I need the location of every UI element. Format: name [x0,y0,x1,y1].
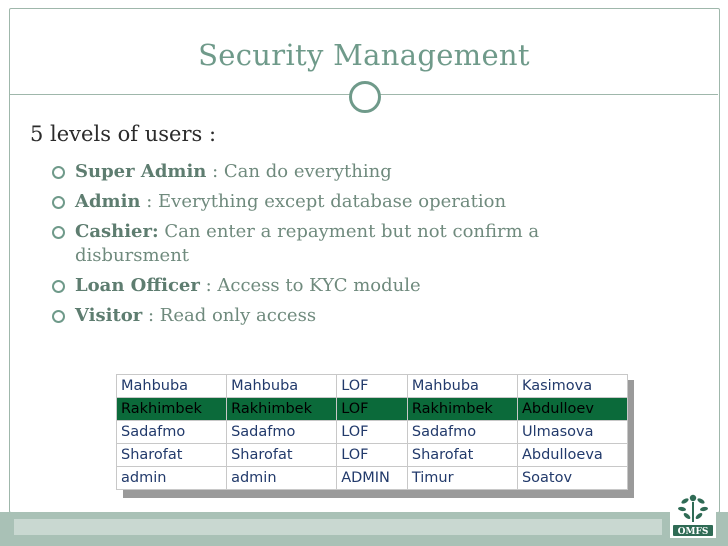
table-row[interactable] [117,375,628,398]
list-item [50,160,610,184]
table-cell: Sadafmo [407,421,517,444]
table-cell: Mahbuba [227,375,337,398]
table-cell: LOF [337,421,408,444]
table-cell: admin [117,467,227,490]
role-description: : Access to KYC module [199,275,421,296]
role-description: : Everything except database operation [140,191,507,212]
role-name: Admin [75,191,141,212]
role-description: Can enter a repayment but not confirm a disbursment [75,221,540,266]
levels-heading: 5 levels of users : [30,122,217,146]
table-cell: Mahbuba [407,375,517,398]
table-cell: Abdulloeva [517,444,627,467]
list-item [50,220,610,268]
table-cell: Sharofat [407,444,517,467]
table-row[interactable] [117,467,628,490]
table-cell: Sadafmo [117,421,227,444]
table-cell: Sharofat [117,444,227,467]
circle-bullet-icon [52,196,65,209]
circle-bullet-icon [52,166,65,179]
role-name: Loan Officer [75,275,200,296]
table-row[interactable] [117,421,628,444]
list-item [50,304,610,328]
role-name: Super Admin [75,161,207,182]
role-description: : Can do everything [206,161,392,182]
table-cell: Rakhimbek [407,398,517,421]
table-cell: Kasimova [517,375,627,398]
logo-text: OMFS [677,527,709,537]
circle-bullet-icon [52,310,65,323]
table-cell: admin [227,467,337,490]
table-cell: LOF [337,375,408,398]
table-cell: Sadafmo [227,421,337,444]
footer-inner-band [14,519,662,535]
circle-bullet-icon [52,280,65,293]
omfs-logo [670,488,716,538]
table-cell: Abdulloev [517,398,627,421]
circle-bullet-icon [52,226,65,239]
table-cell: LOF [337,398,408,421]
table-cell: Soatov [517,467,627,490]
table-cell: ADMIN [337,467,408,490]
table-row[interactable] [117,444,628,467]
table-cell: Rakhimbek [227,398,337,421]
user-levels-list [50,160,610,334]
table-cell: Timur [407,467,517,490]
table-cell: Ulmasova [517,421,627,444]
users-table [116,374,628,490]
list-item [50,190,610,214]
table-cell: Sharofat [227,444,337,467]
title-ring-ornament [349,81,381,113]
list-item [50,274,610,298]
role-name: Cashier: [75,221,159,242]
logo-icon [670,488,716,538]
role-name: Visitor [75,305,143,326]
role-description: : Read only access [142,305,317,326]
table-cell: LOF [337,444,408,467]
table-row-selected[interactable] [117,398,628,421]
table-cell: Rakhimbek [117,398,227,421]
table-cell: Mahbuba [117,375,227,398]
slide-title: Security Management [198,38,530,72]
